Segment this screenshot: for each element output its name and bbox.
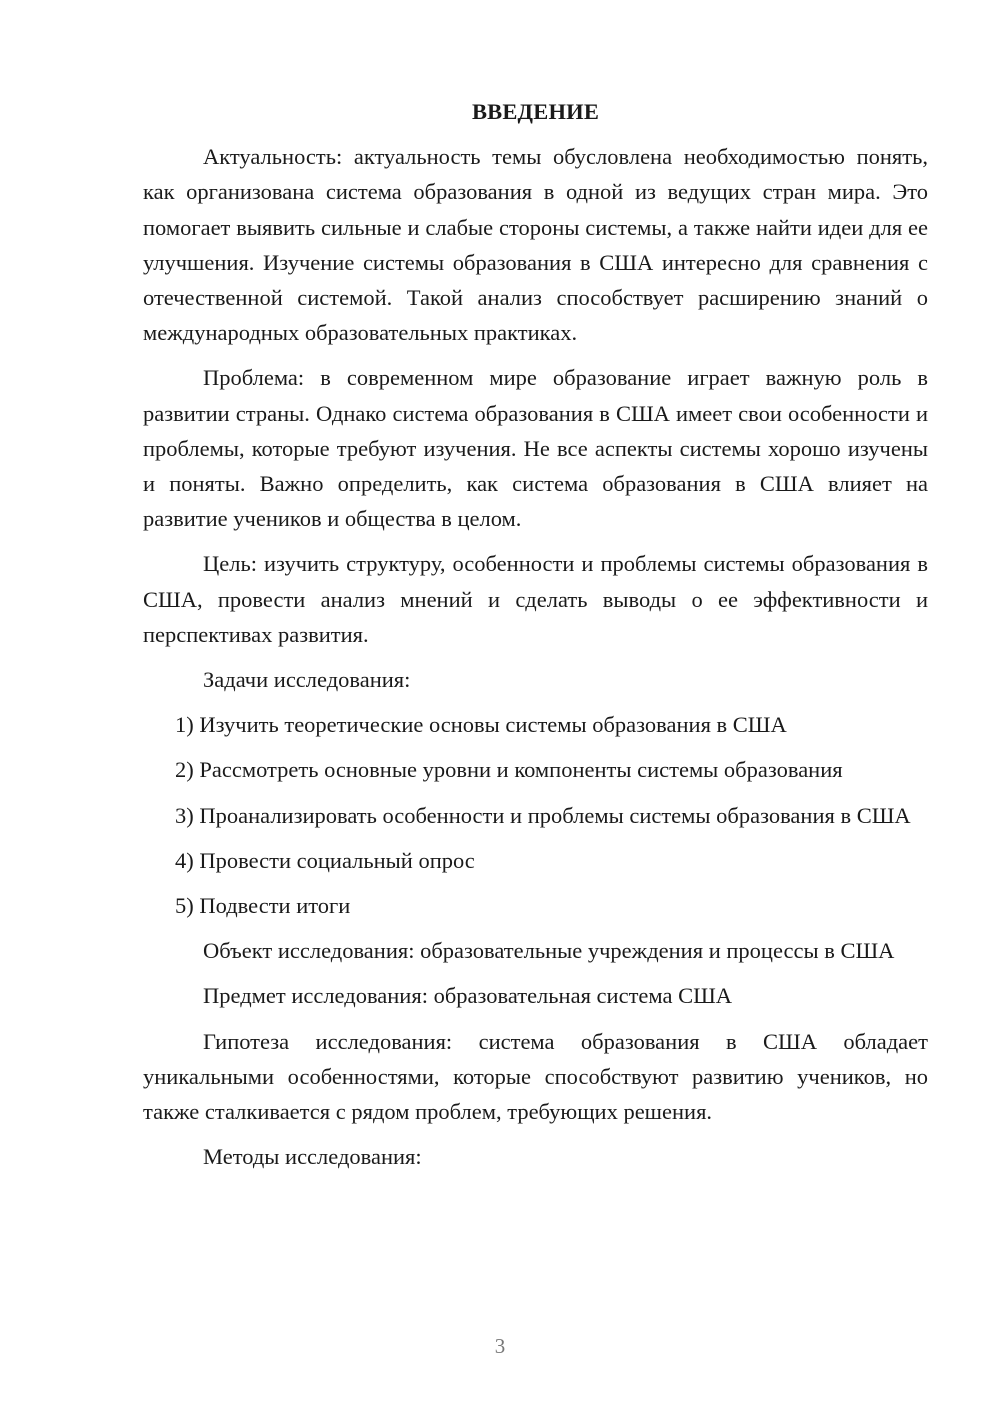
relevance-paragraph: Актуальность: актуальность темы обусловлена необходимостью понять, как организована система образования в одной из ведущих стран мира. Это помогает выявить сильные и слабые стороны системы, а также найти идеи для ее улучшения. Изучение системы образования в США интересно для сравнения с отечественной системой. Такой анализ способствует расширению знаний о международных образовательных практиках. [143, 144, 928, 346]
section-title: ВВЕДЕНИЕ [471, 99, 600, 124]
task-item: 4) Провести социальный опрос [175, 847, 475, 873]
task-item: 2) Рассмотреть основные уровни и компоненты системы образования [175, 757, 843, 783]
task-item: 3) Проанализировать особенности и проблемы системы образования в США [175, 802, 911, 828]
object-paragraph: Объект исследования: образовательные учреждения и процессы в США [203, 938, 895, 964]
tasks-list [143, 707, 928, 923]
problem-paragraph: Проблема: в современном мире образование играет важную роль в развитии страны. Однако система образования в США имеет свои особенности и проблемы, которые требуют изучения. Не все аспекты системы хорошо изучены и поняты. Важно определить, как система образования в США влияет на развитие учеников и общества в целом. [143, 365, 928, 532]
methods-heading: Методы исследования: [203, 1144, 422, 1170]
document-page [143, 94, 928, 1184]
tasks-heading: Задачи исследования: [203, 667, 411, 693]
goal-paragraph: Цель: изучить структуру, особенности и проблемы системы образования в США, провести анализ мнений и сделать выводы о ее эффективности и перспективах развития. [143, 551, 928, 647]
task-item: 1) Изучить теоретические основы системы образования в США [175, 712, 787, 738]
task-item: 5) Подвести итоги [175, 893, 351, 919]
page-number: 3 [494, 1334, 506, 1358]
subject-paragraph: Предмет исследования: образовательная система США [203, 983, 733, 1009]
hypothesis-paragraph: Гипотеза исследования: система образования в США обладает уникальными особенностями, которые способствуют развитию учеников, но также сталкивается с рядом проблем, требующих решения. [143, 1028, 928, 1125]
